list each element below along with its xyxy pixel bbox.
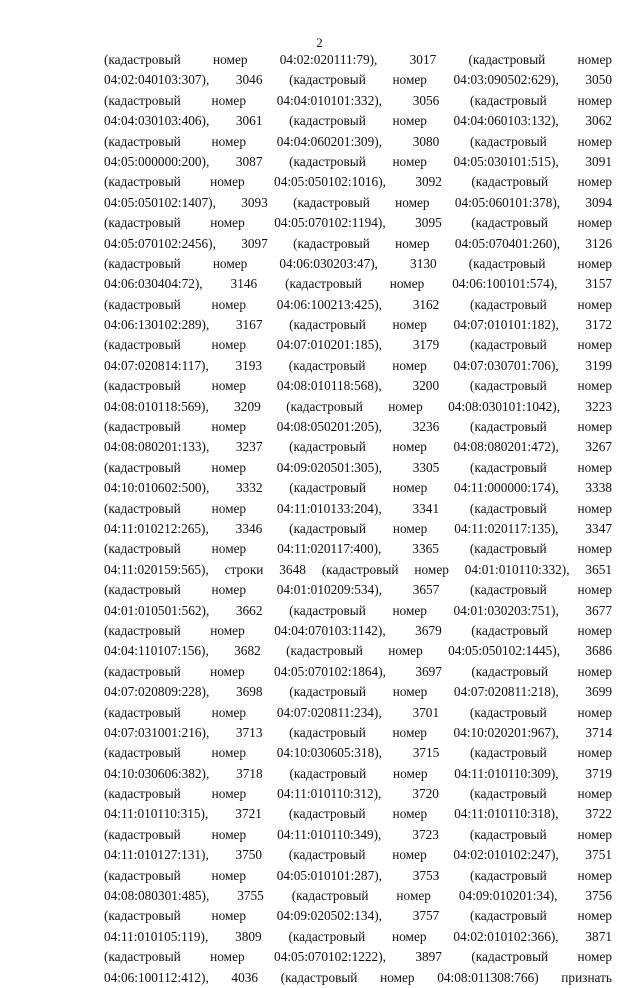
text-line: 04:07:020814:117), 3193 (кадастровый номер 04:07:030701:706), 3199 <box>104 357 612 373</box>
text-line: (кадастровый номер 04:04:060201:309), 3080 (кадастровый номер <box>104 133 612 149</box>
text-line: 04:06:130102:289), 3167 (кадастровый номер 04:07:010101:182), 3172 <box>104 317 612 333</box>
text-line: 04:02:040103:307), 3046 (кадастровый номер 04:03:090502:629), 3050 <box>104 72 612 88</box>
text-line: 04:07:031001:216), 3713 (кадастровый номер 04:10:020201:967), 3714 <box>104 724 612 740</box>
document-body-text <box>104 50 612 988</box>
text-line: 04:10:010602:500), 3332 (кадастровый номер 04:11:000000:174), 3338 <box>104 480 612 496</box>
text-line: (кадастровый номер 04:11:010133:204), 3341 (кадастровый номер <box>104 500 612 516</box>
text-line: (кадастровый номер 04:05:070102:1864), 3697 (кадастровый номер <box>104 663 612 679</box>
text-line: 04:05:050102:1407), 3093 (кадастровый номер 04:05:060101:378), 3094 <box>104 194 612 210</box>
text-line: (кадастровый номер 04:05:010101:287), 3753 (кадастровый номер <box>104 867 612 883</box>
text-line: 04:11:020159:565), строки 3648 (кадастровый номер 04:01:010110:332), 3651 <box>104 561 612 577</box>
text-line: 04:11:010110:315), 3721 (кадастровый номер 04:11:010110:318), 3722 <box>104 806 612 822</box>
text-line: (кадастровый номер 04:08:010118:568), 3200 (кадастровый номер <box>104 378 612 394</box>
text-line: 04:01:010501:562), 3662 (кадастровый номер 04:01:030203:751), 3677 <box>104 602 612 618</box>
text-line: (кадастровый номер 04:11:010110:312), 3720 (кадастровый номер <box>104 786 612 802</box>
text-line: (кадастровый номер 04:10:030605:318), 3715 (кадастровый номер <box>104 745 612 761</box>
text-line: (кадастровый номер 04:05:070102:1222), 3897 (кадастровый номер <box>104 949 612 965</box>
text-line: (кадастровый номер 04:01:010209:534), 3657 (кадастровый номер <box>104 582 612 598</box>
text-line: 04:10:030606:382), 3718 (кадастровый номер 04:11:010110:309), 3719 <box>104 765 612 781</box>
text-line: 04:07:020809:228), 3698 (кадастровый номер 04:07:020811:218), 3699 <box>104 684 612 700</box>
text-line: (кадастровый номер 04:07:020811:234), 3701 (кадастровый номер <box>104 704 612 720</box>
text-line: (кадастровый номер 04:05:070102:1194), 3095 (кадастровый номер <box>104 215 612 231</box>
text-line: 04:05:070102:2456), 3097 (кадастровый номер 04:05:070401:260), 3126 <box>104 235 612 251</box>
text-line: 04:08:010118:569), 3209 (кадастровый номер 04:08:030101:1042), 3223 <box>104 398 612 414</box>
text-line: 04:08:080201:133), 3237 (кадастровый номер 04:08:080201:472), 3267 <box>104 439 612 455</box>
text-line: (кадастровый номер 04:02:020111:79), 3017 (кадастровый номер <box>104 52 612 67</box>
page-number: 2 <box>316 35 323 50</box>
text-line: (кадастровый номер 04:06:030203:47), 3130 (кадастровый номер <box>104 255 612 271</box>
text-line: 04:11:010105:119), 3809 (кадастровый номер 04:02:010102:366), 3871 <box>104 928 612 944</box>
text-line: 04:06:100112:412), 4036 (кадастровый номер 04:08:011308:766) признать <box>104 969 612 985</box>
text-line: (кадастровый номер 04:05:050102:1016), 3092 (кадастровый номер <box>104 174 612 190</box>
text-line: 04:08:080301:485), 3755 (кадастровый номер 04:09:010201:34), 3756 <box>104 888 612 904</box>
text-line: (кадастровый номер 04:04:010101:332), 3056 (кадастровый номер <box>104 92 612 108</box>
text-line: (кадастровый номер 04:04:070103:1142), 3679 (кадастровый номер <box>104 622 612 638</box>
text-line: 04:05:000000:200), 3087 (кадастровый номер 04:05:030101:515), 3091 <box>104 153 612 169</box>
text-line: (кадастровый номер 04:06:100213:425), 3162 (кадастровый номер <box>104 296 612 312</box>
text-line: (кадастровый номер 04:11:020117:400), 3365 (кадастровый номер <box>104 541 612 557</box>
text-line: 04:04:110107:156), 3682 (кадастровый номер 04:05:050102:1445), 3686 <box>104 643 612 659</box>
text-line: (кадастровый номер 04:11:010110:349), 3723 (кадастровый номер <box>104 826 612 842</box>
text-line: 04:06:030404:72), 3146 (кадастровый номер 04:06:100101:574), 3157 <box>104 276 612 292</box>
text-line: 04:11:010212:265), 3346 (кадастровый номер 04:11:020117:135), 3347 <box>104 520 612 536</box>
text-line: (кадастровый номер 04:09:020501:305), 3305 (кадастровый номер <box>104 459 612 475</box>
text-line: (кадастровый номер 04:08:050201:205), 3236 (кадастровый номер <box>104 419 612 435</box>
text-line: 04:04:030103:406), 3061 (кадастровый номер 04:04:060103:132), 3062 <box>104 113 612 129</box>
text-line: (кадастровый номер 04:09:020502:134), 3757 (кадастровый номер <box>104 908 612 924</box>
text-line: 04:11:010127:131), 3750 (кадастровый номер 04:02:010102:247), 3751 <box>104 847 612 863</box>
text-line: (кадастровый номер 04:07:010201:185), 3179 (кадастровый номер <box>104 337 612 353</box>
